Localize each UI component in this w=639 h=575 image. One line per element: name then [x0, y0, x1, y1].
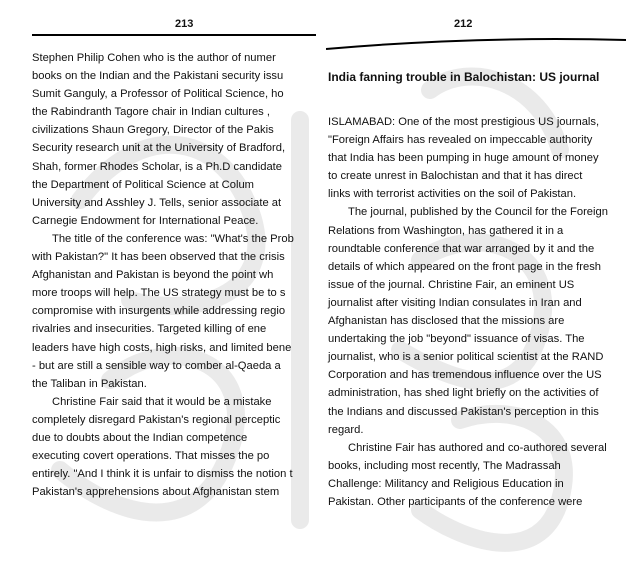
text-line: the Taliban in Pakistan. — [32, 377, 147, 390]
right-page — [322, 0, 639, 575]
text-line: University and Asshley J. Tells, senior associate at — [32, 196, 282, 209]
text-line: journalist after visiting Indian consulates in Iran and — [328, 296, 582, 309]
text-line: more troops will help. The US strategy must be to s — [32, 287, 286, 300]
article-headline: India fanning trouble in Balochistan: US journal — [328, 70, 600, 84]
text-line: rivalries and insecurities. Targeted killing of ene — [32, 323, 267, 336]
left-page — [0, 0, 316, 575]
text-line: The title of the conference was: "What's the Prob — [52, 232, 294, 245]
text-line: the Department of Political Science at Colum — [32, 178, 254, 191]
text-line: Christine Fair has authored and co-authored several — [348, 441, 607, 454]
text-line: entirely. "And I think it is unfair to dismiss the notion t — [32, 468, 293, 481]
text-line: books on the Indian and the Pakistani security issu — [32, 70, 284, 83]
page-number: 212 — [454, 18, 473, 30]
text-line: that India has been pumping in huge amount of money — [328, 152, 599, 165]
text-line: journalist, who is a senior political scientist at the RAND — [328, 351, 604, 364]
page-number: 213 — [175, 18, 194, 30]
header-rule — [326, 38, 626, 50]
text-line: administration, has shed light briefly on the activities of — [328, 387, 599, 400]
text-line: Carnegie Endowment for International Peace. — [32, 214, 259, 227]
header-rule — [32, 34, 316, 36]
text-line: Pakistan's apprehensions about Afghanistan stem — [32, 486, 280, 499]
text-line: roundtable conference that war arranged by it and the — [328, 242, 595, 255]
body-text — [328, 113, 634, 511]
text-line: details of which appeared on the front page in the fresh — [328, 260, 602, 273]
text-line: Security research unit at the University of Bradford, — [32, 142, 286, 155]
text-line: links with terrorist activities on the soil of Pakistan. — [328, 188, 577, 201]
text-line: Afghanistan has disclosed that the missions are — [328, 315, 565, 328]
text-line: with Pakistan?" It has been observed that the crisis — [32, 251, 285, 264]
text-line: The journal, published by the Council for the Foreign — [348, 206, 608, 219]
text-line: Relations from Washington, has gathered it in a — [328, 224, 564, 237]
text-line: Corporation and has tremendous influence over the US — [328, 369, 602, 382]
text-line: completely disregard Pakistan's regional perceptic — [32, 413, 281, 426]
text-line: the Rabindranth Tagore chair in Indian cultures , — [32, 106, 270, 119]
text-line: civilizations Shaun Gregory, Director of the Pakis — [32, 124, 274, 137]
text-line: Stephen Philip Cohen who is the author of numer — [32, 52, 276, 64]
text-line: books, including most recently, The Madrassah — [328, 459, 561, 472]
text-line: Shah, former Rhodes Scholar, is a Ph.D candidate — [32, 160, 282, 173]
text-line: the Indians and discussed Pakistan's perception in this — [328, 405, 599, 418]
text-line: "Foreign Affairs has revealed on impeccable authority — [328, 134, 593, 147]
text-line: leaders have high costs, high risks, and limited bene — [32, 341, 292, 354]
text-line: undertaking the job "beyond" issuance of visas. The — [328, 333, 585, 346]
text-line: executing covert operations. That misses the po — [32, 450, 270, 463]
text-line: Sumit Ganguly, a Professor of Political Science, ho — [32, 88, 284, 101]
text-line: due to doubts about the Indian competence — [32, 431, 248, 444]
text-line: issue of the journal. Christine Fair, an eminent US — [328, 278, 575, 291]
text-line: Pakistan. Other participants of the conference were — [328, 495, 583, 508]
text-line: - but are still a sensible way to comber al-Qaeda a — [32, 359, 281, 372]
body-text — [32, 49, 316, 501]
text-line: ISLAMABAD: One of the most prestigious US journals, — [328, 116, 600, 128]
text-line: regard. — [328, 423, 364, 436]
text-line: to create unrest in Balochistan and that it has direct — [328, 170, 583, 183]
text-line: compromise with insurgents while addressing regio — [32, 305, 286, 318]
text-line: Christine Fair said that it would be a mistake — [52, 395, 272, 408]
text-line: Afghanistan and Pakistan is beyond the point wh — [32, 269, 274, 282]
text-line: Challenge: Militancy and Religious Education in — [328, 477, 564, 490]
